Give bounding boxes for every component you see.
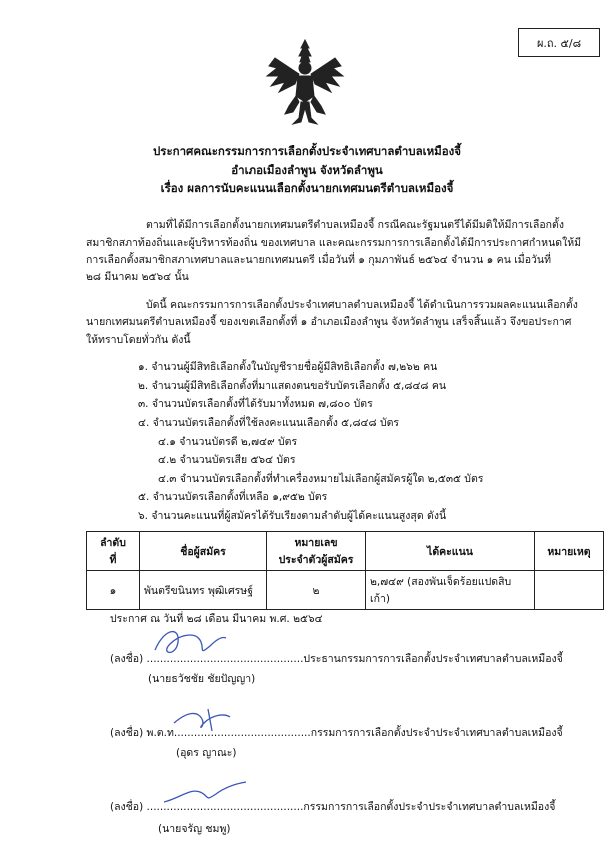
title-line-2: อำเภอเมืองลำพูน จังหวัดลำพูน — [231, 163, 383, 177]
paragraph1-line4: ๒๘ มีนาคม ๒๕๖๔ นั้น — [86, 271, 189, 283]
header-rank — [87, 532, 140, 571]
paragraph1-line3: การเลือกตั้งสมาชิกสภาเทศบาลและนายกเทศมนตรี เมื่อวันที่ ๑ กุมภาพันธ์ ๒๕๖๔ จำนวน ๑ คน เมื่อวันที่ — [86, 254, 552, 266]
table-row — [87, 571, 604, 610]
signature-1-dots: ............................................... — [146, 653, 304, 665]
cell-remark — [535, 571, 604, 610]
list-item: ๔.๓ จำนวนบัตรเลือกตั้งที่ทำเครื่องหมายไม่เลือกผู้สมัครผู้ใด ๒,๕๓๕ บัตร — [158, 473, 484, 485]
header-rank-line2: ที่ — [109, 554, 117, 566]
signature-1-line — [110, 650, 563, 667]
header-number — [267, 532, 366, 571]
signature-2-name: (อุดร ญาณะ) — [176, 747, 237, 759]
paragraph2-line2: นายกเทศมนตรีตำบลเหมืองจี้ ของเขตเลือกตั้งที่ ๑ อำเภอเมืองลำพูน จังหวัดลำพูน เสร็จสิ้นแล้ว จึงขอประกาศ — [86, 316, 572, 328]
form-code-box — [518, 28, 600, 57]
announce-date: ประกาศ ณ วันที่ ๒๘ เดือน มีนาคม พ.ศ. ๒๕๖๔ — [110, 613, 323, 625]
header-number-line2: ประจำตัวผู้สมัคร — [278, 554, 354, 566]
garuda-emblem-icon — [265, 38, 345, 128]
title-line-3: เรื่อง ผลการนับคะแนนเลือกตั้งนายกเทศมนตรีตำบลเหมืองจี้ — [160, 181, 454, 195]
signature-2-line — [110, 724, 563, 741]
cell-number: ๒ — [267, 571, 366, 610]
header-name: ชื่อผู้สมัคร — [140, 532, 267, 571]
form-code: ผ.ถ. ๕/๘ — [536, 36, 582, 50]
title-line-1: ประกาศคณะกรรมการการเลือกตั้งประจำเทศบาลตำบลเหมืองจี้ — [152, 144, 462, 158]
paragraph1-line2: สมาชิกสภาท้องถิ่นและผู้บริหารท้องถิ่น ของเทศบาล และคณะกรรมการการเลือกตั้งได้มีการประกาศกำหนดให้มี — [86, 237, 582, 249]
header-votes: ได้คะแนน — [366, 532, 535, 571]
signature-3-name: (นายจรัญ ชมพู) — [158, 823, 231, 835]
list-item: ๓. จำนวนบัตรเลือกตั้งที่ได้รับมาทั้งหมด ๗,๘๐๐ บัตร — [138, 398, 373, 410]
results-table — [86, 531, 604, 610]
signature-2-dots: ........................................ — [177, 727, 311, 739]
list-item: ๔.๑ จำนวนบัตรดี ๒,๗๔๙ บัตร — [158, 436, 298, 448]
signature-2-position: กรรมการการเลือกตั้งประจำประจำเทศบาลตำบลเหมืองจี้ — [310, 727, 563, 739]
signature-3-prefix: (ลงชื่อ) — [110, 801, 147, 813]
header-remark: หมายเหตุ — [535, 532, 604, 571]
list-item: ๒. จำนวนผู้มีสิทธิเลือกตั้งที่มาแสดงตนขอรับบัตรเลือกตั้ง ๕,๘๔๘ คน — [138, 380, 447, 392]
paragraph1-line1: ตามที่ได้มีการเลือกตั้งนายกเทศมนตรีตำบลเหมืองจี้ กรณีคณะรัฐมนตรีได้มีมติให้มีการเลือกตั้ง — [146, 219, 564, 231]
list-item: ๕. จำนวนบัตรเลือกตั้งที่เหลือ ๑,๙๕๒ บัตร — [138, 491, 328, 503]
list-item: ๑. จำนวนผู้มีสิทธิเลือกตั้งในบัญชีรายชื่อผู้มีสิทธิเลือกตั้ง ๗,๒๖๒ คน — [138, 361, 438, 373]
header-rank-line1: ลำดับ — [100, 537, 126, 549]
list-item: ๔.๒ จำนวนบัตรเสีย ๕๖๔ บัตร — [158, 454, 296, 466]
signature-3-line — [110, 798, 555, 815]
signature-1-prefix: (ลงชื่อ) — [110, 653, 147, 665]
header-number-line1: หมายเลข — [294, 537, 338, 549]
signature-1-position: ประธานกรรมการการเลือกตั้งประจำเทศบาลตำบลเหมืองจี้ — [303, 653, 563, 665]
table-header-row — [87, 532, 604, 571]
signature-3-position: กรรมการการเลือกตั้งประจำประจำเทศบาลตำบลเหมืองจี้ — [303, 801, 556, 813]
paragraph2-line3: ให้ทราบโดยทั่วกัน ดังนี้ — [86, 334, 191, 346]
cell-name: พันตรีขนินทร พุฒิเศรษฐ์ — [140, 571, 267, 610]
list-item: ๖. จำนวนคะแนนที่ผู้สมัครได้รับเรียงตามลำดับผู้ได้คะแนนสูงสุด ดังนี้ — [138, 510, 447, 522]
paragraph2-line1: บัดนี้ คณะกรรมการการเลือกตั้งประจำเทศบาลตำบลเหมืองจี้ ได้ดำเนินการรวมผลคะแนนเลือกตั้ง — [146, 299, 578, 311]
cell-votes: ๒,๗๔๙ (สองพันเจ็ดร้อยแปดสิบเก้า) — [366, 571, 535, 610]
signature-2-prefix: (ลงชื่อ) พ.ต.ท. — [110, 727, 178, 739]
cell-rank: ๑ — [87, 571, 140, 610]
signature-3-dots: ............................................... — [146, 801, 304, 813]
list-item: ๔. จำนวนบัตรเลือกตั้งที่ใช้ลงคะแนนเลือกตั้ง ๕,๘๔๘ บัตร — [138, 417, 400, 429]
signature-1-name: (นายธวัชชัย ชัยปัญญา) — [148, 673, 256, 685]
